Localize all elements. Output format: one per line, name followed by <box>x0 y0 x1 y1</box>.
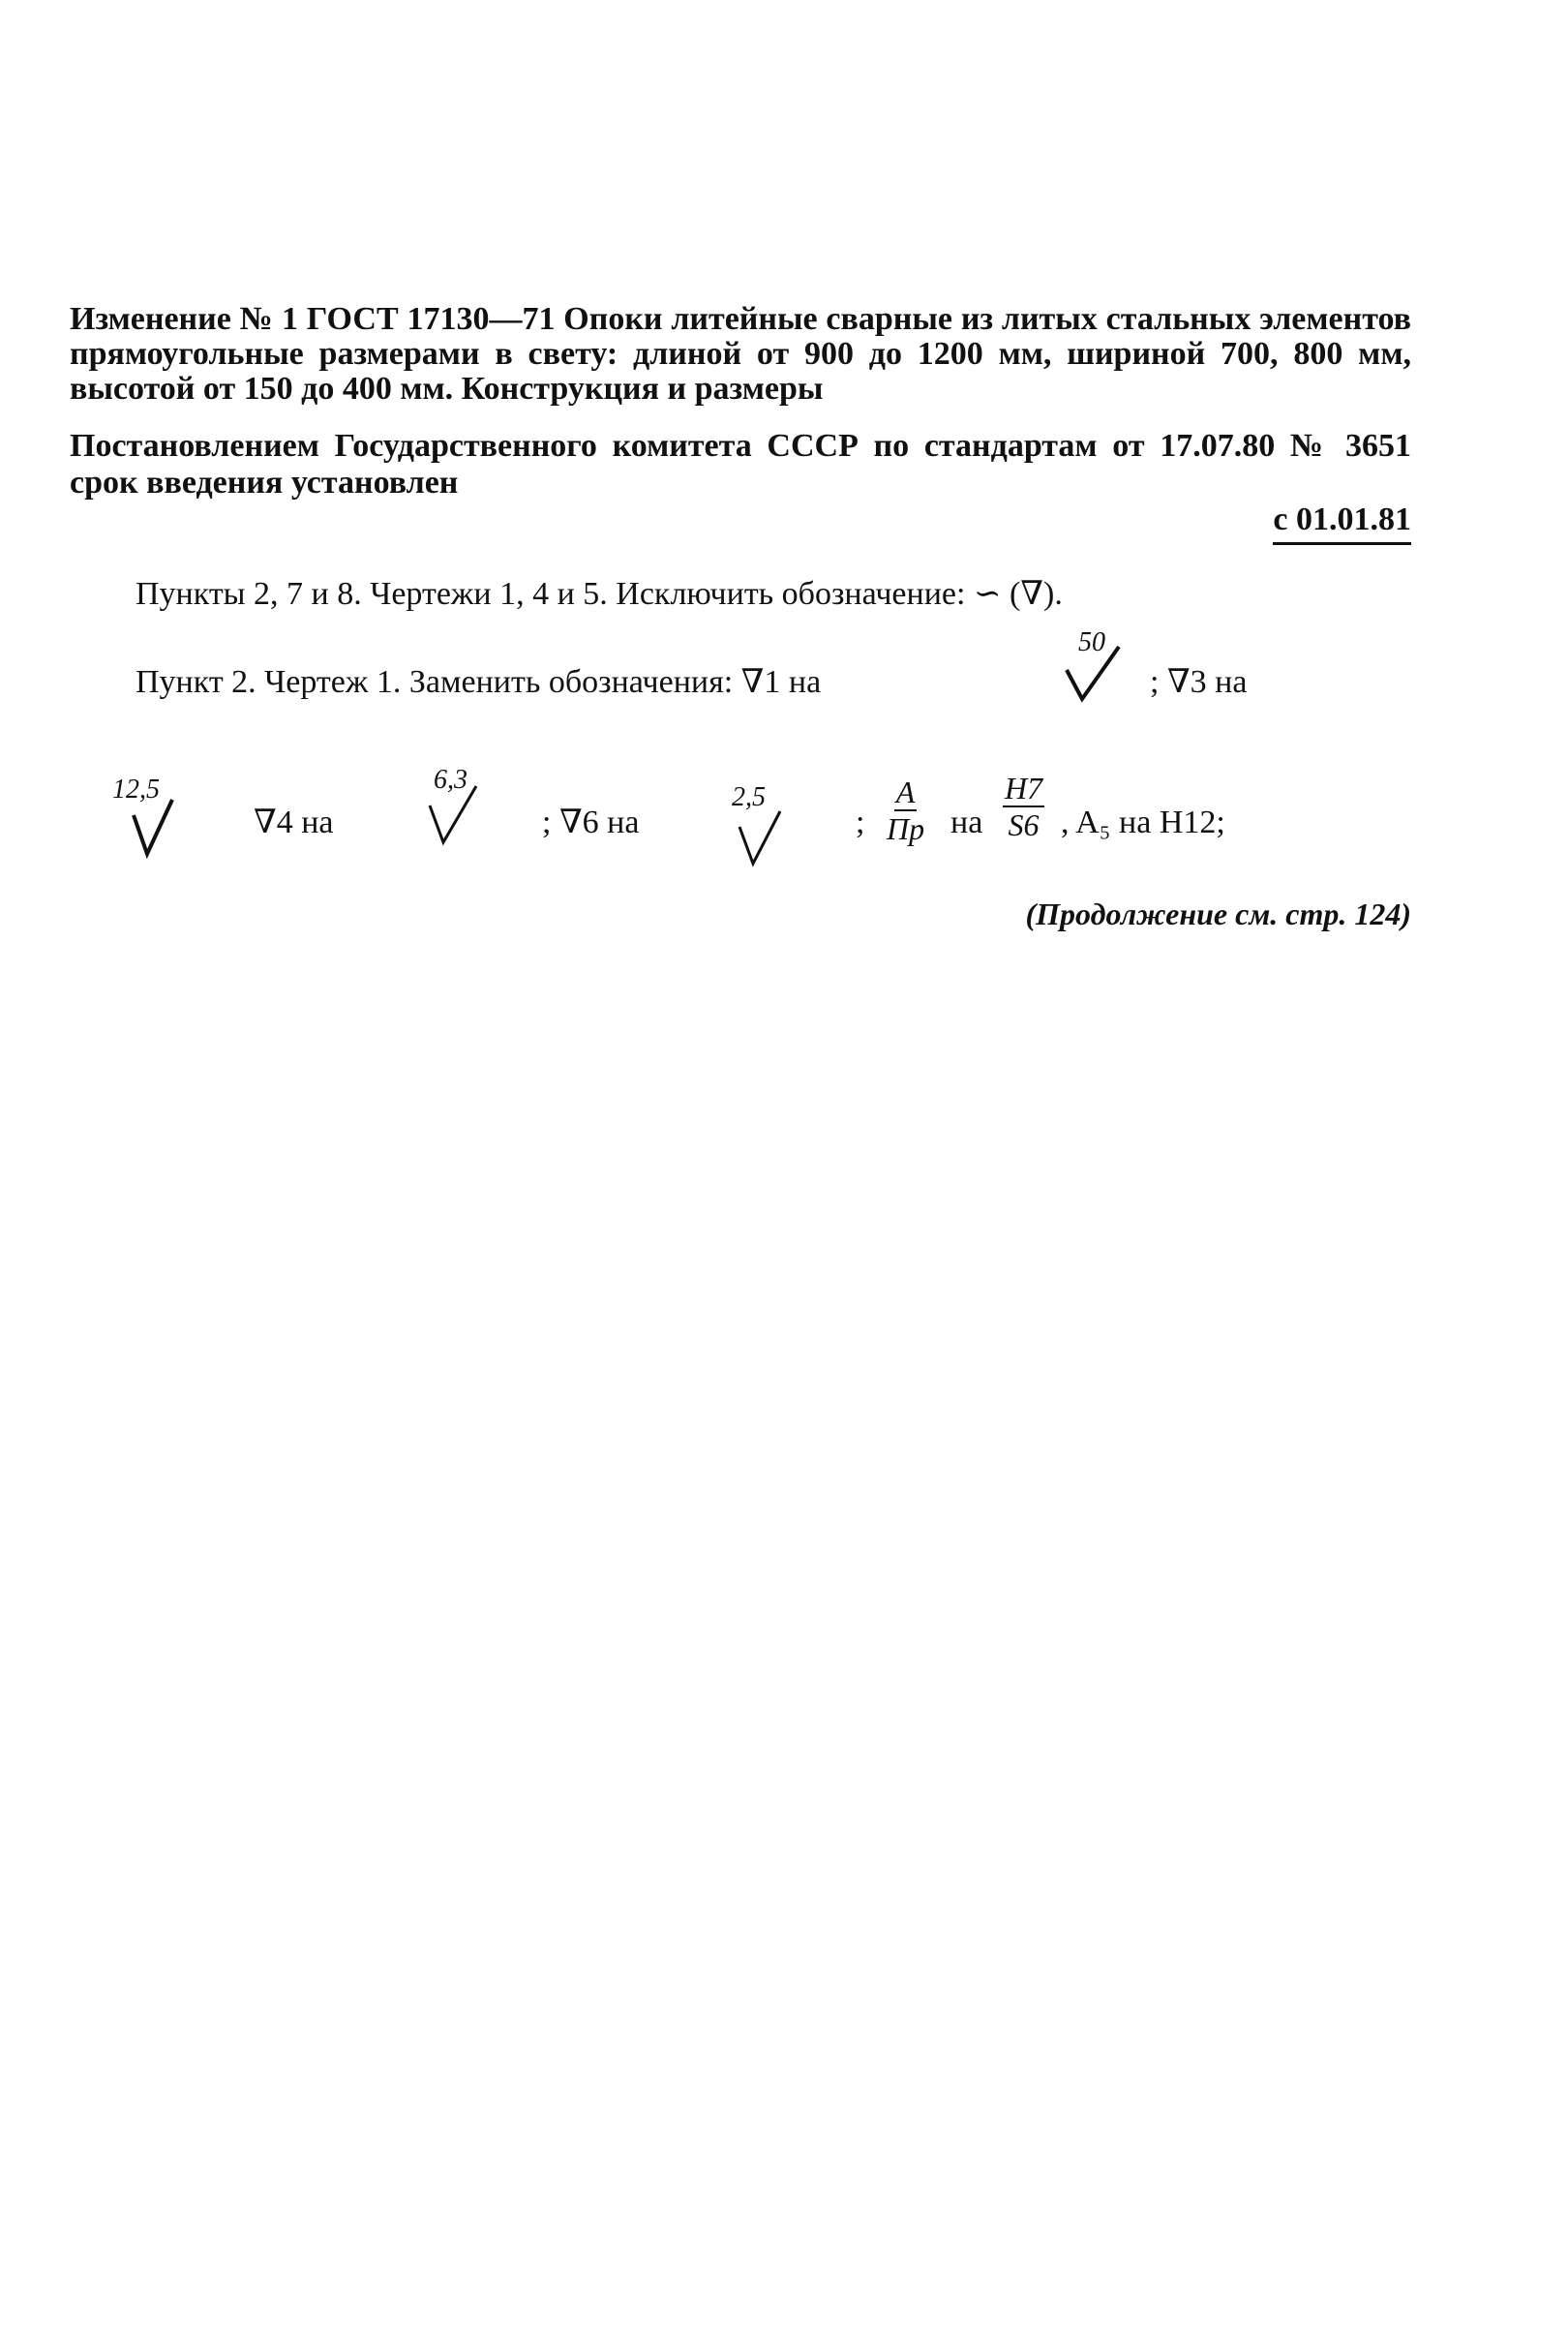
fit-fraction-h7 <box>1003 771 1044 842</box>
fit-fraction-a <box>887 775 924 846</box>
amendment-title-text: Изменение № 1 ГОСТ 17130—71 Опоки литейные сварные из литых стальных элементов прямоугольные размерами в свету: длиной от 900 до 1200 мм, шириной 700, 800 мм, высотой от 150 до 400 мм. Конструкция и размеры <box>70 301 1411 407</box>
roughness-6-3-icon <box>426 765 494 852</box>
fraction-h7-numerator: H7 <box>1005 771 1043 805</box>
line3-semicolon: ; <box>856 805 865 840</box>
effective-date: с 01.01.81 <box>1273 501 1411 545</box>
roughness-50-icon <box>1061 629 1129 707</box>
amendment-title <box>70 302 1411 407</box>
na-connector: на <box>950 805 983 840</box>
fraction-a-numerator: A <box>895 775 916 809</box>
fraction-h7-denominator: S6 <box>1008 807 1040 842</box>
continued-note: (Продолжение см. стр. 124) <box>1025 896 1411 931</box>
roughness-2-5-icon <box>732 782 799 869</box>
line3-v4: ∇4 на <box>254 805 334 840</box>
line3-v6: ; ∇6 на <box>542 805 640 840</box>
roughness-50-value: 50 <box>1078 627 1105 657</box>
paragraph-items-2-7-8: Пункты 2, 7 и 8. Чертежи 1, 4 и 5. Исключить обозначение: ∽ (∇). <box>136 576 1063 612</box>
fraction-a-denominator: Пр <box>887 811 925 846</box>
line2-prefix: Пункт 2. Чертеж 1. Заменить обозначения: ∇1 на <box>136 664 822 700</box>
decree-text: Постановлением Государственного комитета СССР по стандартам от 17.07.80 № 3651 срок введения установлен <box>70 428 1411 501</box>
roughness-6-3-value: 6,3 <box>434 765 467 795</box>
line3-tail: , A₅ на H12; <box>1061 805 1225 840</box>
roughness-2-5-value: 2,5 <box>732 782 766 812</box>
line2-sep: ; ∇3 на <box>1150 664 1248 700</box>
roughness-12-5-value: 12,5 <box>112 775 160 805</box>
paragraph-item-2 <box>136 663 821 702</box>
roughness-12-5-icon <box>112 775 180 862</box>
